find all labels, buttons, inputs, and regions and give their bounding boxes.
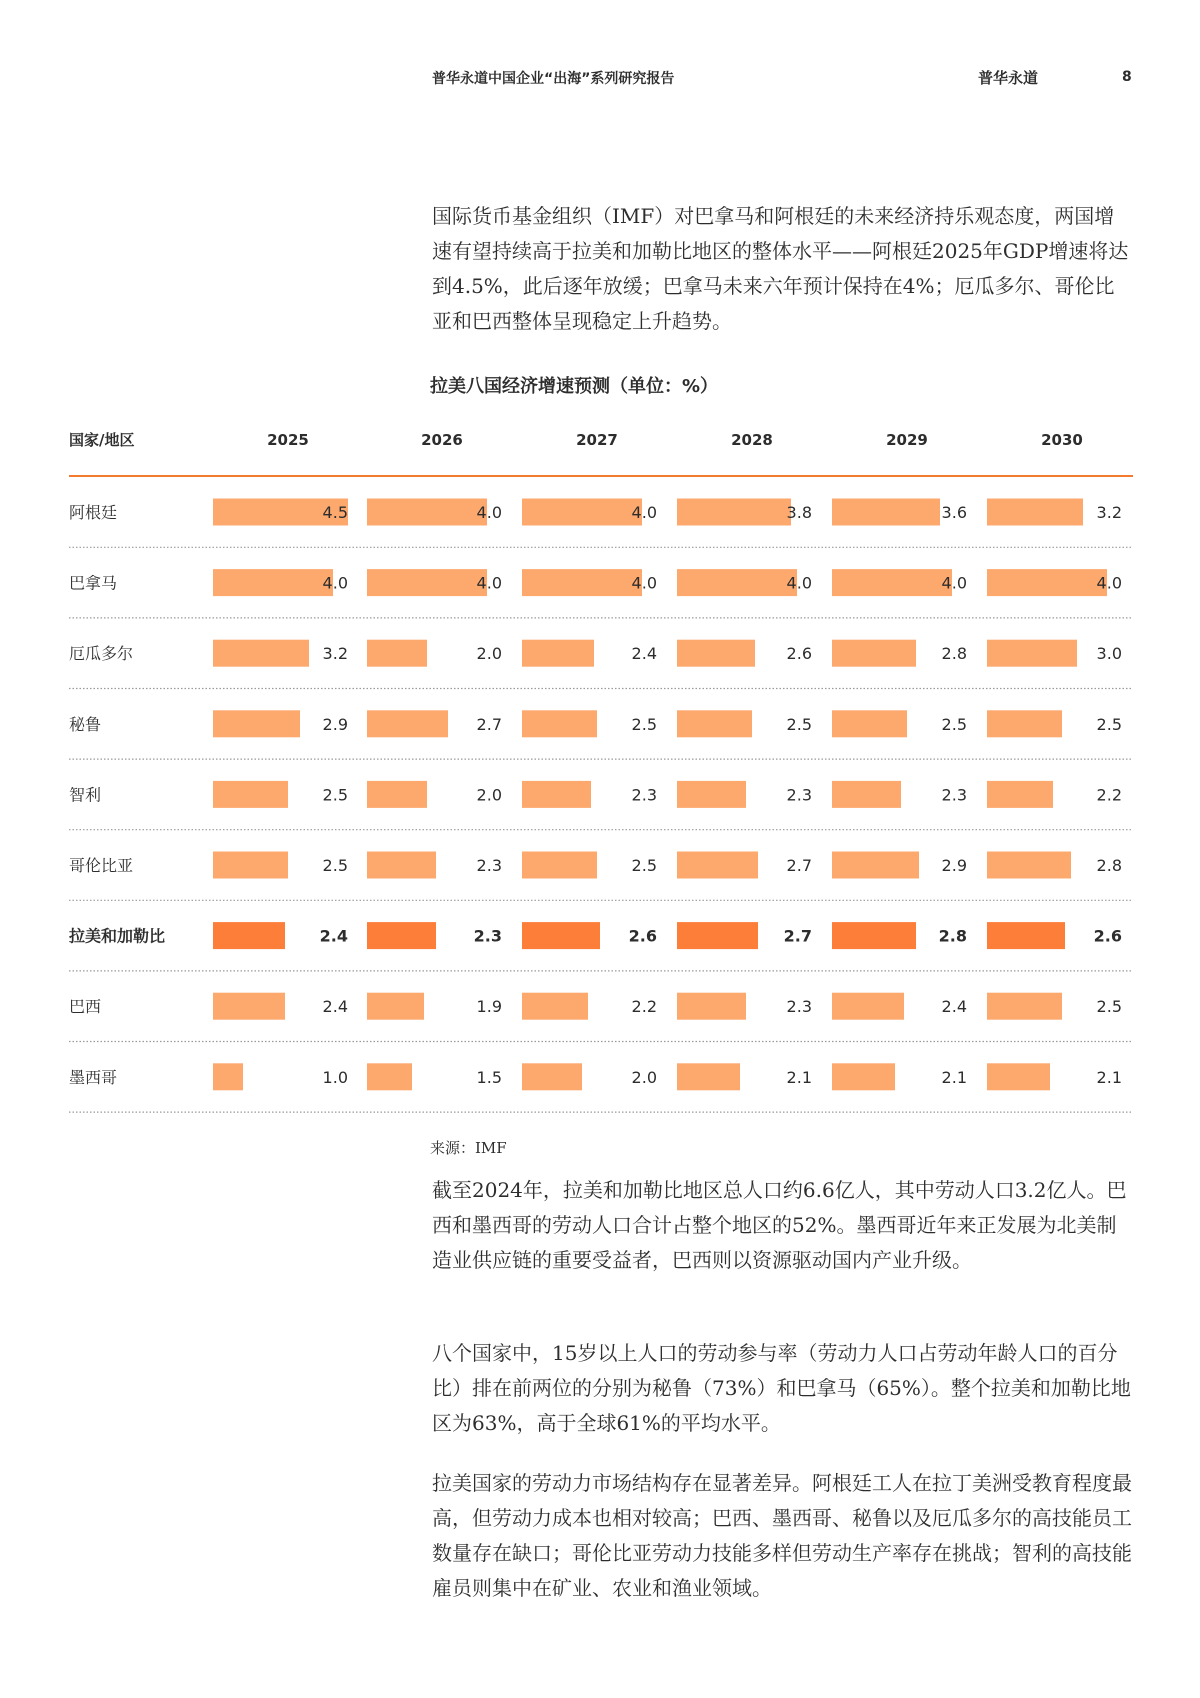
- bar-3-4: [832, 710, 907, 737]
- paragraph-structure: 拉美国家的劳动力市场结构存在显著差异。阿根廷工人在拉丁美洲受教育程度最高，但劳动力成本也相对较高；巴西、墨西哥、秘鲁以及厄瓜多尔的高技能员工数量存在缺口；哥伦比亚劳动力技能多样但劳动生产率存在挑战；智利的高技能雇员则集中在矿业、农业和渔业领域。: [432, 1471, 1132, 1600]
- row-label-3: 秘鲁: [69, 714, 102, 734]
- bar-5-0: [213, 852, 288, 879]
- year-tick-2027: 2027: [576, 431, 618, 449]
- bar-0-5: [987, 499, 1083, 526]
- bar-3-5: [987, 710, 1062, 737]
- row-label-8: 墨西哥: [69, 1067, 118, 1087]
- bar-5-5: [987, 852, 1071, 879]
- value-label-8-0: 1.0: [322, 1067, 348, 1087]
- value-label-1-5: 4.0: [1096, 573, 1122, 593]
- value-label-7-2: 2.2: [631, 997, 657, 1017]
- value-label-0-4: 3.6: [941, 503, 967, 522]
- value-label-3-1: 2.7: [476, 714, 502, 734]
- value-label-0-2: 4.0: [631, 503, 657, 522]
- value-label-5-1: 2.3: [476, 856, 502, 875]
- value-label-7-4: 2.4: [941, 997, 967, 1017]
- bar-7-1: [367, 993, 424, 1020]
- bar-2-2: [522, 640, 594, 667]
- bar-7-0: [213, 993, 285, 1020]
- bar-5-1: [367, 852, 436, 879]
- year-tick-2028: 2028: [731, 431, 773, 449]
- bar-4-3: [677, 781, 746, 808]
- bar-7-5: [987, 993, 1062, 1020]
- value-label-6-5: 2.6: [1093, 926, 1122, 946]
- year-tick-2029: 2029: [886, 431, 928, 449]
- source-note: 来源：IMF: [430, 1139, 507, 1157]
- bar-4-2: [522, 781, 591, 808]
- value-label-4-3: 2.3: [786, 785, 812, 805]
- value-label-4-2: 2.3: [631, 785, 657, 805]
- row-label-0: 阿根廷: [69, 503, 118, 522]
- bar-7-3: [677, 993, 746, 1020]
- value-label-3-2: 2.5: [631, 714, 657, 734]
- value-label-5-2: 2.5: [631, 856, 657, 875]
- bar-8-4: [832, 1063, 895, 1090]
- year-tick-2030: 2030: [1041, 431, 1083, 449]
- bar-2-0: [213, 640, 309, 667]
- bar-5-3: [677, 852, 758, 879]
- bar-1-0: [213, 569, 333, 596]
- bar-6-5: [987, 922, 1065, 949]
- bar-3-3: [677, 710, 752, 737]
- bar-0-4: [832, 499, 940, 526]
- bar-5-4: [832, 852, 919, 879]
- row-label-6: 拉美和加勒比: [69, 926, 166, 946]
- bar-4-5: [987, 781, 1053, 808]
- paragraph-population: 截至2024年，拉美和加勒比地区总人口约6.6亿人，其中劳动人口3.2亿人。巴西和墨西哥的劳动人口合计占整个地区的52%。墨西哥近年来正发展为北美制造业供应链的重要受益者，巴西则以资源驱动国内产业升级。: [432, 1178, 1127, 1272]
- bar-6-1: [367, 922, 436, 949]
- value-label-8-1: 1.5: [476, 1067, 502, 1087]
- value-label-6-0: 2.4: [319, 926, 348, 946]
- value-label-0-0: 4.5: [322, 503, 348, 522]
- value-label-8-5: 2.1: [1096, 1067, 1122, 1087]
- value-label-2-2: 2.4: [631, 644, 657, 664]
- value-label-8-2: 2.0: [631, 1067, 657, 1087]
- bar-2-5: [987, 640, 1077, 667]
- value-label-3-4: 2.5: [941, 714, 967, 734]
- value-label-8-4: 2.1: [941, 1067, 967, 1087]
- value-label-2-3: 2.6: [786, 644, 812, 664]
- bar-0-2: [522, 499, 642, 526]
- row-label-4: 智利: [69, 785, 102, 805]
- bar-1-5: [987, 569, 1107, 596]
- value-label-0-5: 3.2: [1096, 503, 1122, 522]
- page-number: 8: [1122, 69, 1132, 85]
- bar-1-1: [367, 569, 487, 596]
- bar-0-1: [367, 499, 487, 526]
- bar-5-2: [522, 852, 597, 879]
- bar-6-3: [677, 922, 758, 949]
- bar-8-2: [522, 1063, 582, 1090]
- value-label-1-1: 4.0: [476, 573, 502, 593]
- value-label-3-0: 2.9: [322, 714, 348, 734]
- bar-1-4: [832, 569, 952, 596]
- bar-2-1: [367, 640, 427, 667]
- bar-0-3: [677, 499, 791, 526]
- bar-4-1: [367, 781, 427, 808]
- value-label-1-3: 4.0: [786, 573, 812, 593]
- bar-6-2: [522, 922, 600, 949]
- bar-8-0: [213, 1063, 243, 1090]
- bar-6-4: [832, 922, 916, 949]
- bar-4-0: [213, 781, 288, 808]
- value-label-4-5: 2.2: [1096, 785, 1122, 805]
- value-label-1-4: 4.0: [941, 573, 967, 593]
- value-label-7-1: 1.9: [476, 997, 502, 1017]
- value-label-1-0: 4.0: [322, 573, 348, 593]
- value-label-2-5: 3.0: [1096, 644, 1122, 664]
- paragraph-participation: 八个国家中，15岁以上人口的劳动参与率（劳动力人口占劳动年龄人口的百分比）排在前两位的分别为秘鲁（73%）和巴拿马（65%）。整个拉美和加勒比地区为63%，高于全球61%的平均水平。: [432, 1341, 1131, 1435]
- row-label-2: 厄瓜多尔: [69, 644, 134, 664]
- value-label-6-4: 2.8: [938, 926, 967, 946]
- bar-7-4: [832, 993, 904, 1020]
- value-label-0-3: 3.8: [786, 503, 812, 522]
- bar-2-4: [832, 640, 916, 667]
- value-label-2-1: 2.0: [476, 644, 502, 664]
- value-label-4-1: 2.0: [476, 785, 502, 805]
- bar-8-3: [677, 1063, 740, 1090]
- row-label-1: 巴拿马: [69, 573, 118, 593]
- value-label-0-1: 4.0: [476, 503, 502, 522]
- value-label-1-2: 4.0: [631, 573, 657, 593]
- bar-6-0: [213, 922, 285, 949]
- header-brand: 普华永道: [978, 69, 1039, 87]
- row-label-7: 巴西: [69, 997, 102, 1017]
- chart-title: 拉美八国经济增速预测（单位：%）: [430, 376, 719, 397]
- value-label-7-0: 2.4: [322, 997, 348, 1017]
- bar-3-2: [522, 710, 597, 737]
- value-label-8-3: 2.1: [786, 1067, 812, 1087]
- bar-4-4: [832, 781, 901, 808]
- value-label-5-3: 2.7: [786, 856, 812, 875]
- bar-3-0: [213, 710, 300, 737]
- value-label-6-3: 2.7: [783, 926, 812, 946]
- bar-3-1: [367, 710, 448, 737]
- header-title: 普华永道中国企业“出海”系列研究报告: [432, 71, 675, 87]
- value-label-5-0: 2.5: [322, 856, 348, 875]
- bar-8-5: [987, 1063, 1050, 1090]
- bar-2-3: [677, 640, 755, 667]
- bar-1-3: [677, 569, 797, 596]
- value-label-6-1: 2.3: [473, 926, 502, 946]
- bar-7-2: [522, 993, 588, 1020]
- value-label-7-3: 2.3: [786, 997, 812, 1017]
- value-label-2-0: 3.2: [322, 644, 348, 664]
- value-label-5-4: 2.9: [941, 856, 967, 875]
- row-label-5: 哥伦比亚: [69, 856, 134, 875]
- value-label-6-2: 2.6: [628, 926, 657, 946]
- bar-1-2: [522, 569, 642, 596]
- value-label-7-5: 2.5: [1096, 997, 1122, 1017]
- year-tick-2025: 2025: [267, 431, 309, 449]
- value-label-4-4: 2.3: [941, 785, 967, 805]
- value-label-2-4: 2.8: [941, 644, 967, 664]
- year-tick-2026: 2026: [421, 431, 463, 449]
- value-label-3-3: 2.5: [786, 714, 812, 734]
- bar-8-1: [367, 1063, 412, 1090]
- value-label-4-0: 2.5: [322, 785, 348, 805]
- paragraph-intro: 国际货币基金组织（IMF）对巴拿马和阿根廷的未来经济持乐观态度，两国增速有望持续高于拉美和加勒比地区的整体水平——阿根廷2025年GDP增速将达到4.5%，此后逐年放缓；巴拿马未来六年预计保持在4%；厄瓜多尔、哥伦比亚和巴西整体呈现稳定上升趋势。: [432, 204, 1129, 333]
- value-label-3-5: 2.5: [1096, 714, 1122, 734]
- value-label-5-5: 2.8: [1096, 856, 1122, 875]
- row-header: 国家/地区: [69, 431, 135, 449]
